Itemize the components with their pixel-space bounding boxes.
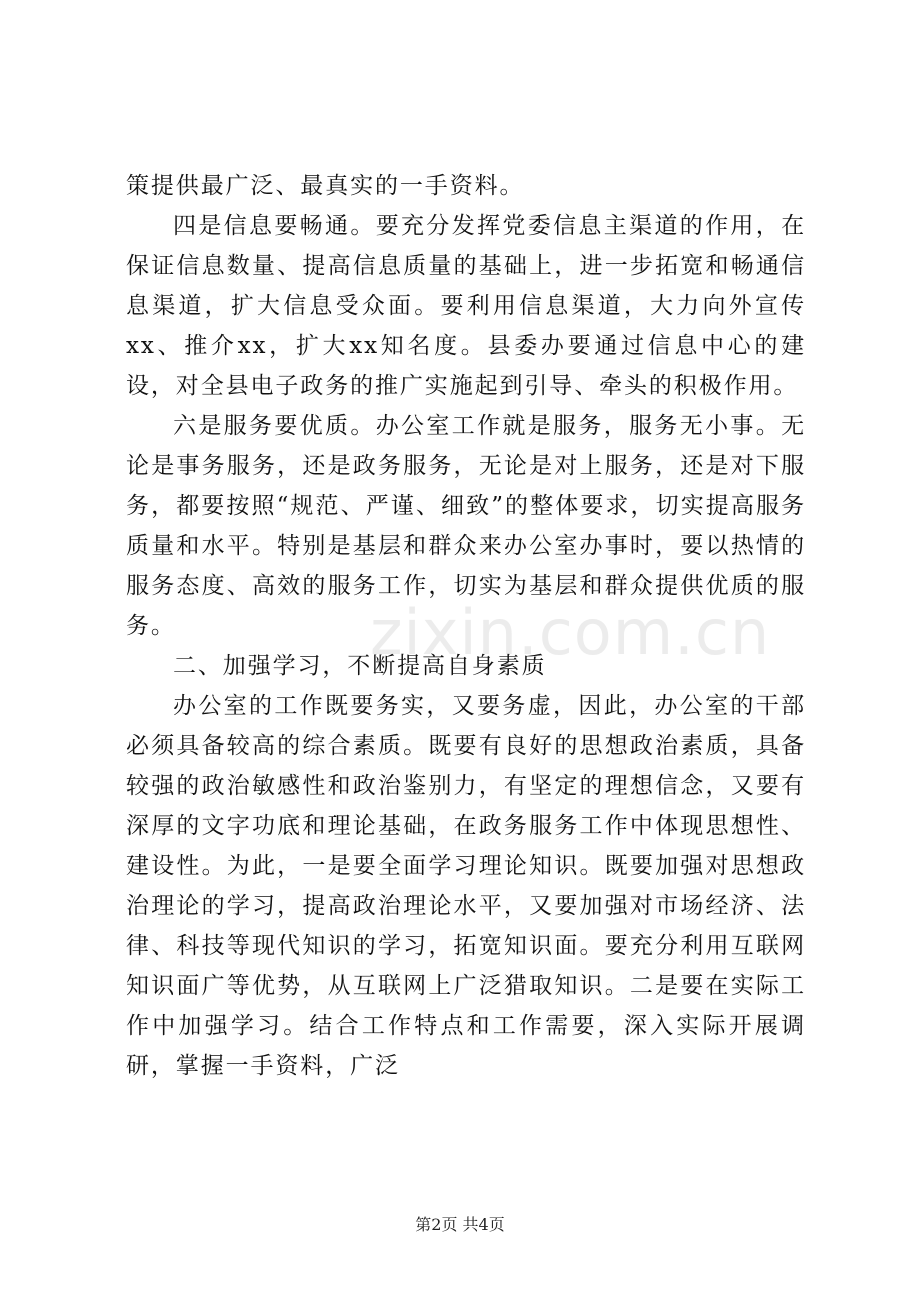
page-footer: 第2页 共4页 (415, 1215, 505, 1234)
document-body (126, 166, 806, 1086)
section-heading: 二、加强学习，不断提高自身素质 (173, 653, 547, 679)
paragraph-information-flow: 四是信息要畅通。要充分发挥党委信息主渠道的作用，在保证信息数量、提高信息质量的基础上，进一步拓宽和畅通信息渠道，扩大信息受众面。要利用信息渠道，大力向外宣传xx、推介xx，扩大xx知名度。县委办要通过信息中心的建设，对全县电子政务的推广实施起到引导、牵头的积极作用。 (126, 213, 806, 399)
paragraph-continuation: 策提供最广泛、最真实的一手资料。 (126, 173, 525, 199)
watermark: zixin.com.cn (370, 596, 771, 669)
paragraph-service-quality: 六是服务要优质。办公室工作就是服务，服务无小事。无论是事务服务，还是政务服务，无论是对上服务，还是对下服务，都要按照“规范、严谨、细致”的整体要求，切实提高服务质量和水平。特别是基层和群众来办公室办事时，要以热情的服务态度、高效的服务工作，切实为基层和群众提供优质的服务。 (126, 413, 806, 639)
paragraph-learning: 办公室的工作既要务实，又要务虚，因此，办公室的干部必须具备较高的综合素质。既要有良好的思想政治素质，具备较强的政治敏感性和政治鉴别力，有坚定的理想信念，又要有深厚的文字功底和理论基础，在政务服务工作中体现思想性、建设性。为此，一是要全面学习理论知识。既要加强对思想政治理论的学习，提高政治理论水平，又要加强对市场经济、法律、科技等现代知识的学习，拓宽知识面。要充分利用互联网知识面广等优势，从互联网上广泛猎取知识。二是要在实际工作中加强学习。结合工作特点和工作需要，深入实际开展调研，掌握一手资料，广泛 (126, 693, 806, 1079)
